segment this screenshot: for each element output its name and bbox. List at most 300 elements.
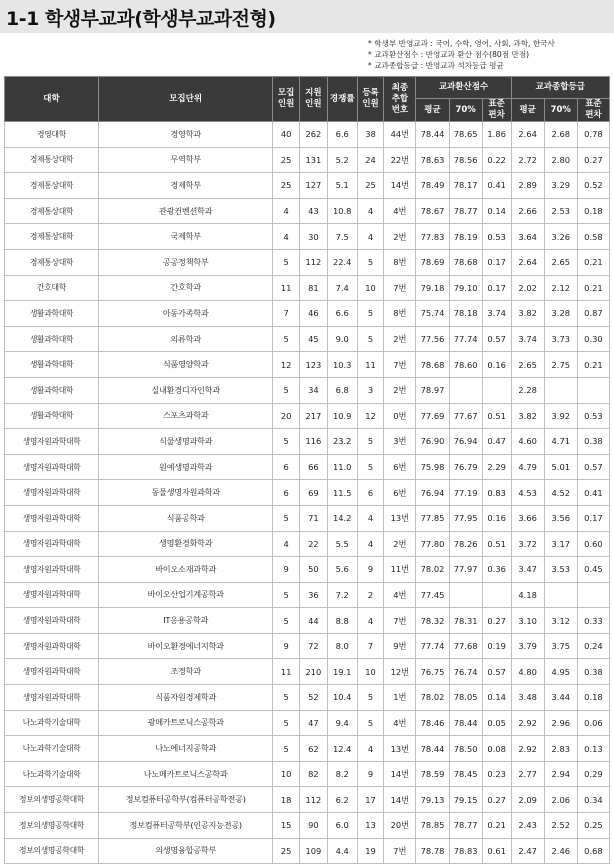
cell-unit: IT응용공학과 (99, 608, 273, 634)
cell-enrolled: 9 (357, 557, 384, 583)
cell-ratio: 10.9 (327, 403, 357, 429)
cell-quota: 7 (273, 301, 300, 327)
cell-college: 생명자원과학대학 (5, 454, 99, 480)
cell-grade-std: 0.45 (577, 557, 609, 583)
cell-unit: 나노에너지공학과 (99, 736, 273, 762)
cell-grade-avg: 3.74 (511, 326, 544, 352)
cell-final-no: 1번 (384, 685, 416, 711)
cell-enrolled: 4 (357, 198, 384, 224)
cell-quota: 20 (273, 403, 300, 429)
cell-score-70: 77.95 (449, 505, 482, 531)
cell-college: 생명자원과학대학 (5, 659, 99, 685)
cell-applicants: 217 (299, 403, 327, 429)
cell-ratio: 9.4 (327, 710, 357, 736)
cell-final-no: 7번 (384, 275, 416, 301)
cell-grade-avg: 2.66 (511, 198, 544, 224)
cell-final-no: 4번 (384, 582, 416, 608)
cell-unit: 식물생명과학과 (99, 429, 273, 455)
header-grade-70: 70% (544, 99, 577, 122)
cell-score-70: 78.65 (449, 122, 482, 148)
cell-score-std (482, 377, 511, 403)
cell-grade-70 (544, 377, 577, 403)
table-row (5, 659, 610, 685)
cell-college: 간호대학 (5, 275, 99, 301)
header-quota (273, 77, 300, 122)
cell-final-no: 2번 (384, 531, 416, 557)
cell-ratio: 11.0 (327, 454, 357, 480)
cell-college: 경제통상대학 (5, 173, 99, 199)
cell-unit: 바이오환경에너지학과 (99, 633, 273, 659)
cell-college: 나노과학기술대학 (5, 710, 99, 736)
cell-final-no: 2번 (384, 224, 416, 250)
cell-applicants: 45 (299, 326, 327, 352)
cell-score-std: 0.05 (482, 710, 511, 736)
cell-unit: 바이오소재과학과 (99, 557, 273, 583)
header-grade-group: 교과종합등급 (511, 77, 609, 99)
cell-unit: 생명환경화학과 (99, 531, 273, 557)
header-final-no (384, 77, 416, 122)
cell-score-70: 78.50 (449, 736, 482, 762)
cell-grade-avg: 2.43 (511, 813, 544, 839)
cell-score-std: 0.17 (482, 275, 511, 301)
cell-grade-std: 0.21 (577, 275, 609, 301)
cell-score-70: 79.15 (449, 787, 482, 813)
cell-final-no: 9번 (384, 633, 416, 659)
cell-enrolled: 13 (357, 813, 384, 839)
cell-college: 경제통상대학 (5, 147, 99, 173)
cell-enrolled: 5 (357, 685, 384, 711)
cell-enrolled: 5 (357, 454, 384, 480)
cell-final-no: 2번 (384, 326, 416, 352)
cell-grade-70: 3.92 (544, 403, 577, 429)
cell-enrolled: 4 (357, 608, 384, 634)
cell-grade-70: 3.29 (544, 173, 577, 199)
cell-ratio: 5.6 (327, 557, 357, 583)
cell-unit: 아동가족학과 (99, 301, 273, 327)
cell-score-std (482, 582, 511, 608)
cell-score-std: 0.17 (482, 249, 511, 275)
cell-college: 생활과학대학 (5, 377, 99, 403)
cell-grade-std: 0.41 (577, 480, 609, 506)
cell-ratio: 9.0 (327, 326, 357, 352)
cell-grade-70: 2.12 (544, 275, 577, 301)
cell-unit: 간호학과 (99, 275, 273, 301)
cell-grade-avg: 4.80 (511, 659, 544, 685)
cell-score-std: 0.57 (482, 326, 511, 352)
cell-applicants: 36 (299, 582, 327, 608)
cell-score-std: 0.51 (482, 531, 511, 557)
table-row (5, 838, 610, 864)
cell-enrolled: 5 (357, 326, 384, 352)
cell-grade-70: 2.83 (544, 736, 577, 762)
cell-score-70: 77.67 (449, 403, 482, 429)
cell-grade-std: 0.52 (577, 173, 609, 199)
cell-final-no: 6번 (384, 480, 416, 506)
cell-grade-avg: 4.18 (511, 582, 544, 608)
cell-unit: 의류학과 (99, 326, 273, 352)
cell-grade-avg: 2.09 (511, 787, 544, 813)
cell-final-no: 13번 (384, 505, 416, 531)
table-row (5, 198, 610, 224)
cell-final-no: 14번 (384, 173, 416, 199)
cell-final-no: 4번 (384, 710, 416, 736)
cell-score-avg: 77.56 (416, 326, 449, 352)
cell-score-avg: 77.74 (416, 633, 449, 659)
cell-applicants: 81 (299, 275, 327, 301)
cell-score-avg: 78.97 (416, 377, 449, 403)
cell-final-no: 14번 (384, 787, 416, 813)
cell-enrolled: 5 (357, 249, 384, 275)
table-row (5, 301, 610, 327)
table-row (5, 761, 610, 787)
table-row (5, 608, 610, 634)
note-line: * 교과종합등급 : 반영교과 석차등급 평균 (368, 61, 504, 70)
table-row (5, 736, 610, 762)
cell-score-70: 78.44 (449, 710, 482, 736)
table-row (5, 557, 610, 583)
cell-quota: 9 (273, 557, 300, 583)
cell-college: 생명자원과학대학 (5, 608, 99, 634)
cell-quota: 6 (273, 480, 300, 506)
cell-college: 생명자원과학대학 (5, 685, 99, 711)
cell-score-avg: 78.59 (416, 761, 449, 787)
cell-grade-std: 0.17 (577, 505, 609, 531)
cell-score-std: 0.21 (482, 813, 511, 839)
cell-grade-70: 3.17 (544, 531, 577, 557)
table-row (5, 531, 610, 557)
cell-enrolled: 4 (357, 505, 384, 531)
cell-grade-avg: 2.47 (511, 838, 544, 864)
cell-applicants: 46 (299, 301, 327, 327)
cell-score-70: 77.97 (449, 557, 482, 583)
cell-score-70: 77.74 (449, 326, 482, 352)
cell-ratio: 7.2 (327, 582, 357, 608)
header-score-70: 70% (449, 99, 482, 122)
cell-grade-std: 0.27 (577, 147, 609, 173)
cell-quota: 18 (273, 787, 300, 813)
cell-applicants: 131 (299, 147, 327, 173)
table-row (5, 429, 610, 455)
cell-grade-avg: 3.82 (511, 403, 544, 429)
cell-score-70: 78.45 (449, 761, 482, 787)
cell-applicants: 127 (299, 173, 327, 199)
cell-enrolled: 10 (357, 659, 384, 685)
cell-final-no: 44번 (384, 122, 416, 148)
cell-grade-70: 4.52 (544, 480, 577, 506)
cell-applicants: 52 (299, 685, 327, 711)
cell-grade-avg: 2.89 (511, 173, 544, 199)
cell-unit: 식품영양학과 (99, 352, 273, 378)
cell-grade-70: 2.94 (544, 761, 577, 787)
cell-quota: 4 (273, 198, 300, 224)
cell-grade-avg: 3.48 (511, 685, 544, 711)
cell-grade-70: 4.71 (544, 429, 577, 455)
cell-unit: 경제학부 (99, 173, 273, 199)
cell-grade-70: 2.68 (544, 122, 577, 148)
cell-score-70: 76.79 (449, 454, 482, 480)
cell-unit: 관광컨벤션학과 (99, 198, 273, 224)
cell-score-std: 1.86 (482, 122, 511, 148)
cell-quota: 12 (273, 352, 300, 378)
cell-quota: 5 (273, 582, 300, 608)
cell-quota: 11 (273, 659, 300, 685)
cell-applicants: 44 (299, 608, 327, 634)
table-row (5, 710, 610, 736)
cell-grade-std: 0.29 (577, 761, 609, 787)
cell-score-70 (449, 582, 482, 608)
header-ratio: 경쟁률 (327, 77, 357, 122)
cell-ratio: 5.1 (327, 173, 357, 199)
admission-results-table (4, 76, 610, 864)
cell-score-70: 78.77 (449, 813, 482, 839)
cell-score-70: 77.68 (449, 633, 482, 659)
header-score-std-label: 표준 편차 (488, 99, 505, 120)
cell-enrolled: 25 (357, 173, 384, 199)
cell-ratio: 6.6 (327, 301, 357, 327)
cell-unit: 경영학과 (99, 122, 273, 148)
cell-score-std: 0.14 (482, 198, 511, 224)
cell-final-no: 14번 (384, 761, 416, 787)
cell-final-no: 8번 (384, 301, 416, 327)
cell-enrolled: 38 (357, 122, 384, 148)
cell-unit: 정보컴퓨터공학부(컴퓨터공학전공) (99, 787, 273, 813)
cell-enrolled: 4 (357, 736, 384, 762)
cell-grade-avg: 3.72 (511, 531, 544, 557)
cell-enrolled: 5 (357, 429, 384, 455)
cell-score-std: 0.16 (482, 352, 511, 378)
header-enrolled (357, 77, 384, 122)
cell-quota: 6 (273, 454, 300, 480)
cell-score-avg: 78.02 (416, 685, 449, 711)
cell-ratio: 8.0 (327, 633, 357, 659)
header-college: 대학 (5, 77, 99, 122)
cell-grade-avg: 2.64 (511, 249, 544, 275)
cell-grade-std: 0.33 (577, 608, 609, 634)
cell-grade-std: 0.78 (577, 122, 609, 148)
cell-unit: 정보컴퓨터공학부(인공지능전공) (99, 813, 273, 839)
cell-grade-std: 0.06 (577, 710, 609, 736)
table-row (5, 352, 610, 378)
cell-final-no: 7번 (384, 838, 416, 864)
cell-score-70: 76.94 (449, 429, 482, 455)
cell-grade-70: 3.12 (544, 608, 577, 634)
cell-score-avg: 78.49 (416, 173, 449, 199)
header-unit: 모집단위 (99, 77, 273, 122)
cell-enrolled: 19 (357, 838, 384, 864)
cell-ratio: 6.8 (327, 377, 357, 403)
table-row (5, 633, 610, 659)
cell-grade-avg: 4.53 (511, 480, 544, 506)
cell-score-std: 0.16 (482, 505, 511, 531)
cell-unit: 국제학부 (99, 224, 273, 250)
cell-score-avg: 76.75 (416, 659, 449, 685)
cell-grade-std: 0.38 (577, 659, 609, 685)
cell-college: 나노과학기술대학 (5, 736, 99, 762)
cell-score-std: 0.47 (482, 429, 511, 455)
cell-grade-std: 0.18 (577, 685, 609, 711)
cell-grade-std: 0.24 (577, 633, 609, 659)
cell-enrolled: 17 (357, 787, 384, 813)
cell-final-no: 12번 (384, 659, 416, 685)
cell-score-avg: 78.63 (416, 147, 449, 173)
cell-final-no: 20번 (384, 813, 416, 839)
cell-quota: 9 (273, 633, 300, 659)
table-row (5, 147, 610, 173)
cell-applicants: 112 (299, 249, 327, 275)
table-row (5, 224, 610, 250)
cell-college: 생명자원과학대학 (5, 633, 99, 659)
cell-score-70: 78.17 (449, 173, 482, 199)
cell-score-70: 78.56 (449, 147, 482, 173)
cell-college: 경제통상대학 (5, 224, 99, 250)
cell-ratio: 22.4 (327, 249, 357, 275)
cell-applicants: 22 (299, 531, 327, 557)
header-enrolled-label: 등록 인원 (362, 88, 379, 109)
cell-score-70: 77.19 (449, 480, 482, 506)
notes (368, 38, 555, 71)
cell-score-std: 0.57 (482, 659, 511, 685)
note-line: * 학생부 반영교과 : 국어, 수학, 영어, 사회, 과학, 한국사 (368, 39, 555, 48)
cell-grade-std: 0.53 (577, 403, 609, 429)
cell-score-avg: 75.98 (416, 454, 449, 480)
cell-quota: 11 (273, 275, 300, 301)
cell-score-avg: 76.94 (416, 480, 449, 506)
header-grade-std (577, 99, 609, 122)
cell-ratio: 7.5 (327, 224, 357, 250)
cell-grade-70: 2.65 (544, 249, 577, 275)
cell-enrolled: 12 (357, 403, 384, 429)
cell-ratio: 11.5 (327, 480, 357, 506)
cell-grade-70: 3.75 (544, 633, 577, 659)
cell-college: 경제통상대학 (5, 198, 99, 224)
cell-grade-avg: 2.65 (511, 352, 544, 378)
cell-grade-std (577, 582, 609, 608)
cell-final-no: 8번 (384, 249, 416, 275)
cell-grade-avg: 3.82 (511, 301, 544, 327)
cell-final-no: 11번 (384, 557, 416, 583)
cell-score-avg: 77.80 (416, 531, 449, 557)
cell-grade-avg: 2.77 (511, 761, 544, 787)
cell-score-std: 0.14 (482, 685, 511, 711)
cell-score-70: 78.60 (449, 352, 482, 378)
cell-ratio: 7.4 (327, 275, 357, 301)
cell-enrolled: 10 (357, 275, 384, 301)
cell-college: 경영대학 (5, 122, 99, 148)
cell-grade-70: 2.52 (544, 813, 577, 839)
cell-final-no: 22번 (384, 147, 416, 173)
table-row (5, 377, 610, 403)
table-row (5, 505, 610, 531)
cell-applicants: 34 (299, 377, 327, 403)
cell-score-avg: 77.85 (416, 505, 449, 531)
cell-score-avg: 78.78 (416, 838, 449, 864)
cell-enrolled: 9 (357, 761, 384, 787)
cell-college: 생활과학대학 (5, 352, 99, 378)
cell-score-70: 76.74 (449, 659, 482, 685)
cell-score-avg: 76.90 (416, 429, 449, 455)
cell-college: 생명자원과학대학 (5, 429, 99, 455)
cell-quota: 5 (273, 608, 300, 634)
cell-applicants: 262 (299, 122, 327, 148)
cell-applicants: 82 (299, 761, 327, 787)
cell-score-70: 78.77 (449, 198, 482, 224)
cell-grade-70: 3.28 (544, 301, 577, 327)
page-title: 1-1 학생부교과(학생부교과전형) (6, 8, 276, 30)
cell-grade-70: 3.53 (544, 557, 577, 583)
cell-college: 정보의생명공학대학 (5, 787, 99, 813)
cell-score-std: 0.22 (482, 147, 511, 173)
cell-college: 정보의생명공학대학 (5, 813, 99, 839)
cell-score-avg: 78.67 (416, 198, 449, 224)
cell-score-std: 2.29 (482, 454, 511, 480)
cell-score-avg: 79.18 (416, 275, 449, 301)
cell-final-no: 7번 (384, 352, 416, 378)
cell-applicants: 62 (299, 736, 327, 762)
header-final-no-label: 최종 추합 번호 (391, 82, 409, 115)
cell-score-avg: 77.83 (416, 224, 449, 250)
cell-enrolled: 2 (357, 582, 384, 608)
cell-grade-avg: 4.79 (511, 454, 544, 480)
cell-grade-70: 3.73 (544, 326, 577, 352)
cell-score-std: 3.74 (482, 301, 511, 327)
table-row (5, 813, 610, 839)
cell-score-70: 78.05 (449, 685, 482, 711)
cell-grade-std: 0.13 (577, 736, 609, 762)
cell-grade-avg: 3.64 (511, 224, 544, 250)
cell-score-std: 0.41 (482, 173, 511, 199)
cell-applicants: 116 (299, 429, 327, 455)
cell-grade-70: 2.06 (544, 787, 577, 813)
cell-score-70: 78.19 (449, 224, 482, 250)
header-score-std (482, 99, 511, 122)
cell-enrolled: 4 (357, 531, 384, 557)
cell-enrolled: 3 (357, 377, 384, 403)
cell-grade-std: 0.68 (577, 838, 609, 864)
cell-applicants: 69 (299, 480, 327, 506)
cell-grade-70: 5.01 (544, 454, 577, 480)
table-row (5, 685, 610, 711)
cell-college: 생명자원과학대학 (5, 480, 99, 506)
cell-unit: 스포츠과학과 (99, 403, 273, 429)
cell-score-std: 0.51 (482, 403, 511, 429)
table-row (5, 326, 610, 352)
cell-enrolled: 4 (357, 224, 384, 250)
cell-ratio: 4.4 (327, 838, 357, 864)
table-row (5, 582, 610, 608)
cell-ratio: 8.8 (327, 608, 357, 634)
header-score-avg: 평균 (416, 99, 449, 122)
cell-ratio: 19.1 (327, 659, 357, 685)
cell-applicants: 123 (299, 352, 327, 378)
cell-enrolled: 11 (357, 352, 384, 378)
cell-grade-std: 0.58 (577, 224, 609, 250)
cell-ratio: 23.2 (327, 429, 357, 455)
cell-applicants: 210 (299, 659, 327, 685)
cell-score-std: 0.27 (482, 787, 511, 813)
cell-unit: 광메카트로닉스공학과 (99, 710, 273, 736)
cell-score-avg: 79.13 (416, 787, 449, 813)
cell-enrolled: 7 (357, 633, 384, 659)
cell-unit: 나노메카트로닉스공학과 (99, 761, 273, 787)
cell-score-avg: 77.45 (416, 582, 449, 608)
cell-grade-std: 0.18 (577, 198, 609, 224)
cell-unit: 실내환경디자인학과 (99, 377, 273, 403)
cell-college: 생활과학대학 (5, 403, 99, 429)
cell-enrolled: 5 (357, 301, 384, 327)
cell-grade-avg: 2.92 (511, 736, 544, 762)
table-row (5, 122, 610, 148)
cell-ratio: 12.4 (327, 736, 357, 762)
